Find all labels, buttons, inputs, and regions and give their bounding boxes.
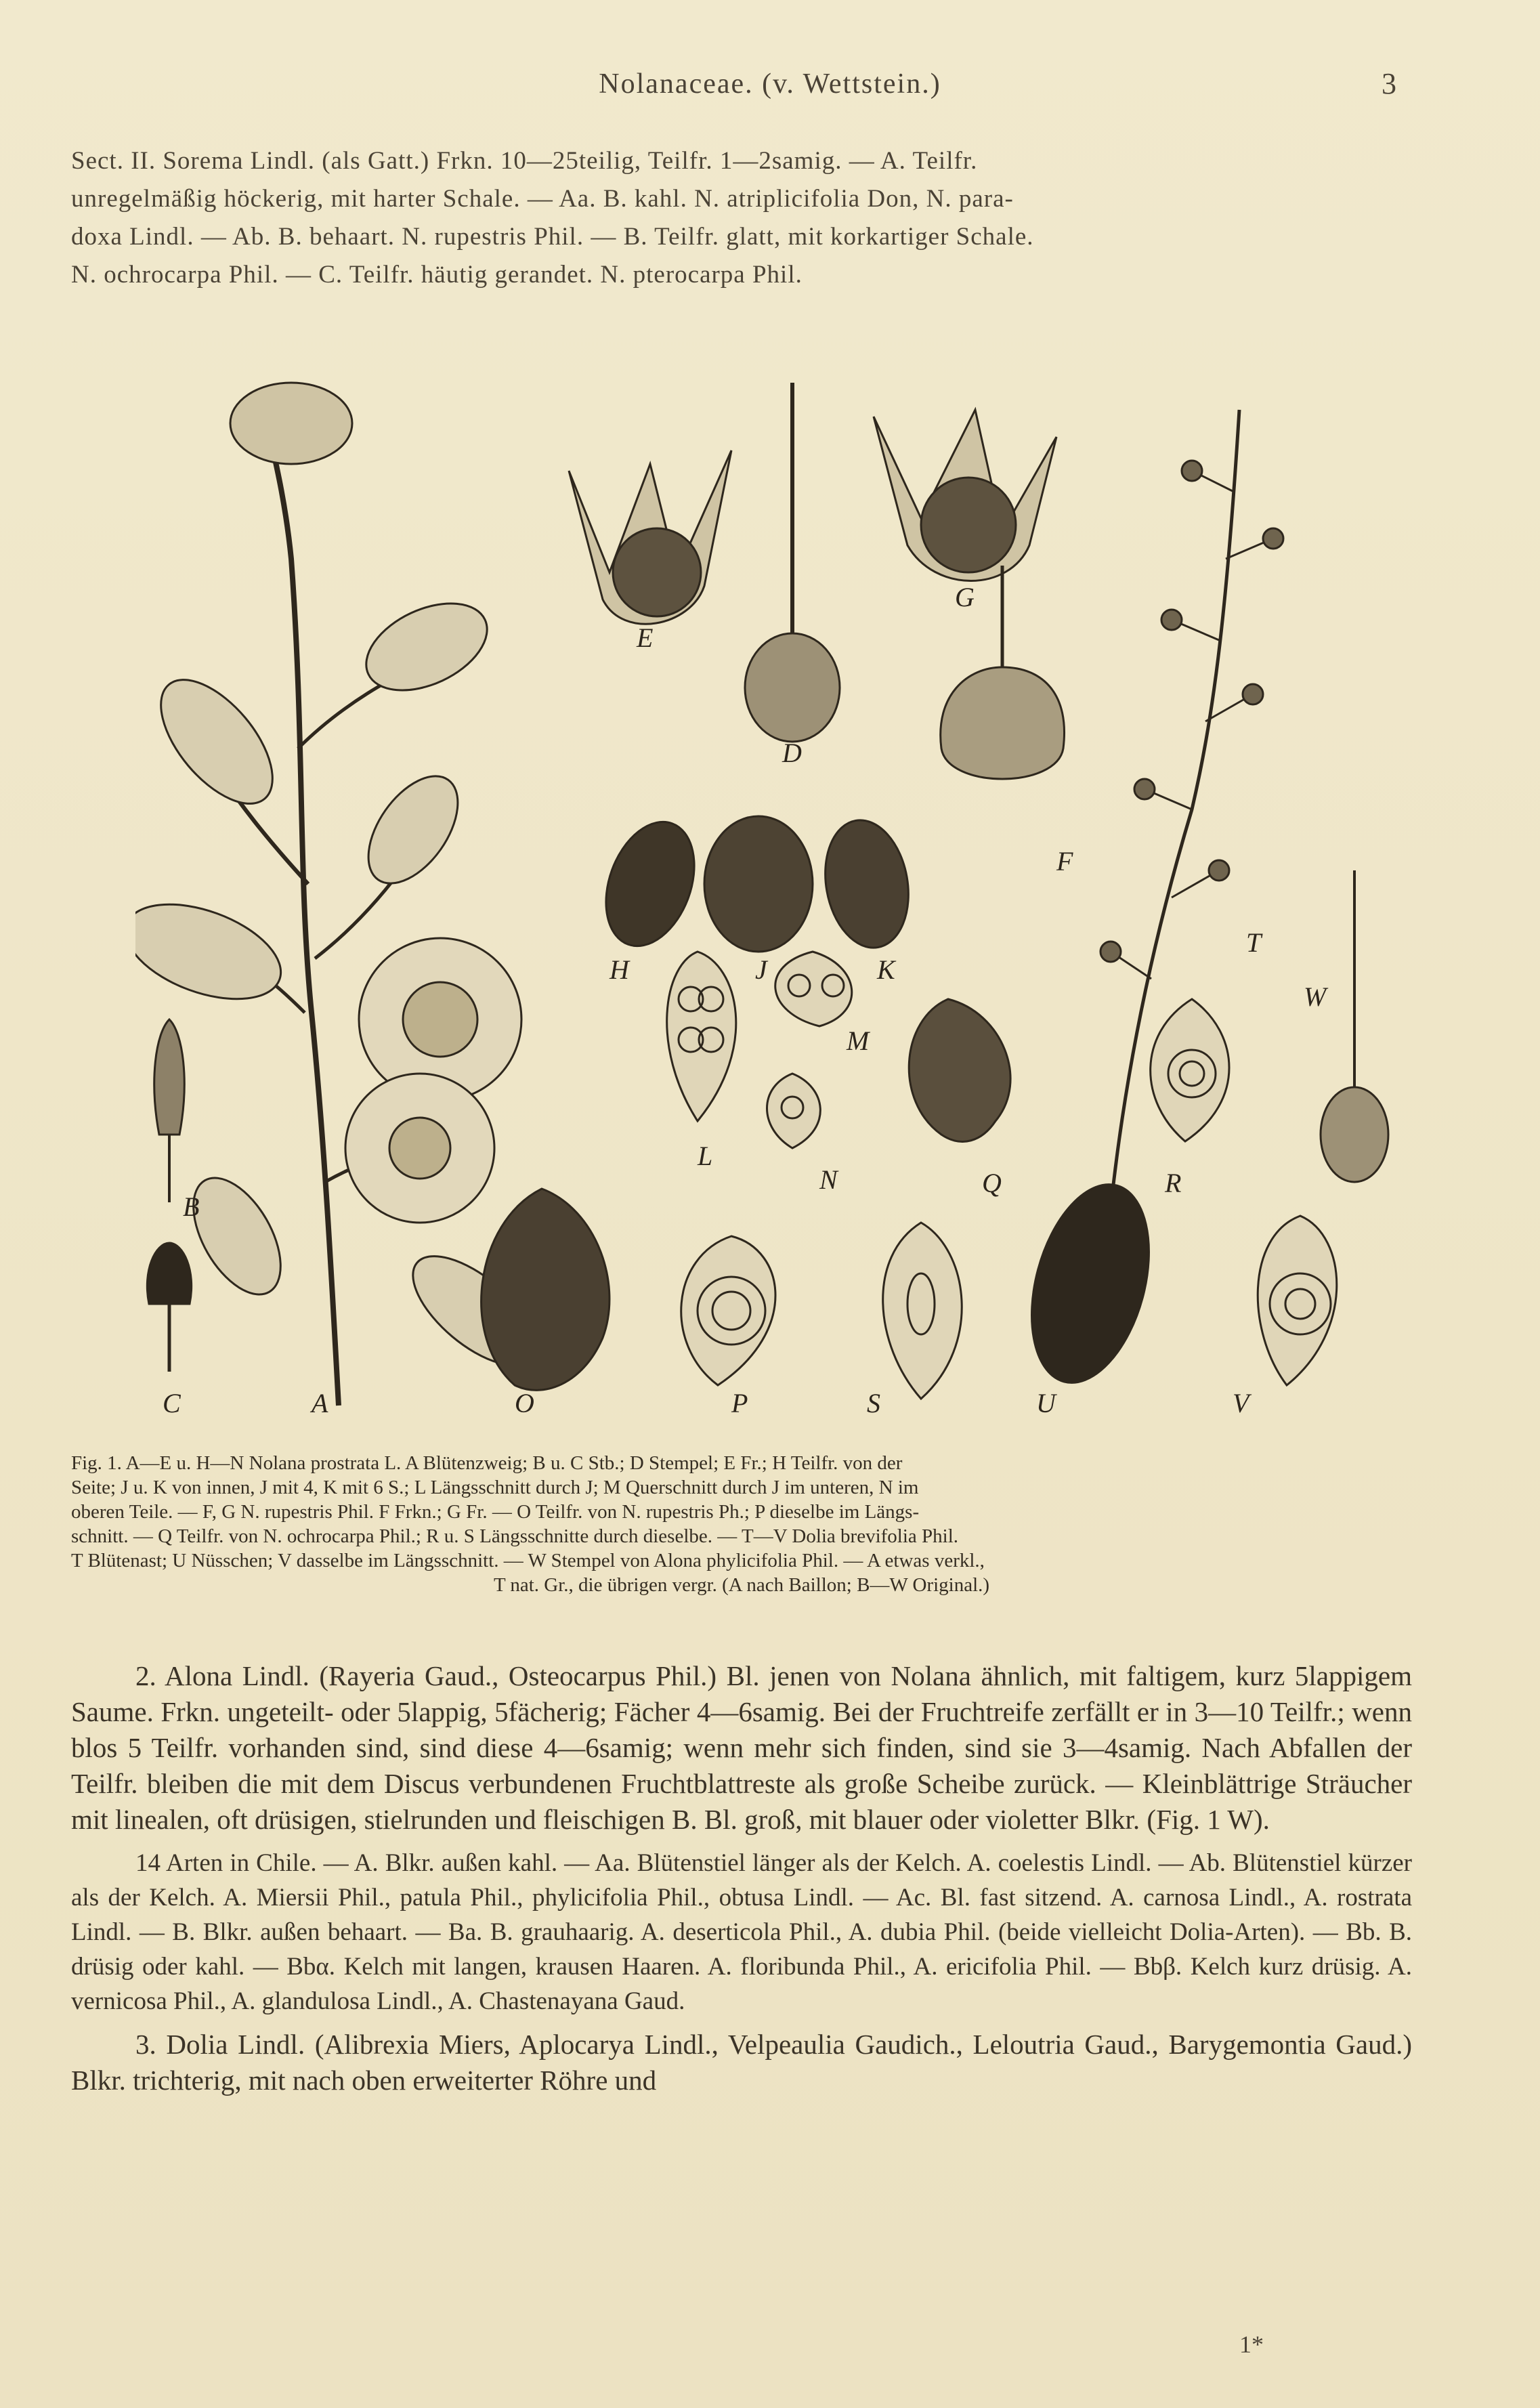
figure-label: R <box>1165 1168 1182 1198</box>
caption-line: T nat. Gr., die übrigen vergr. (A nach Baillon; B—W Original.) <box>493 1574 990 1596</box>
figure-g-fruit <box>874 410 1056 581</box>
figure-m-section <box>775 952 852 1026</box>
figure-l-section <box>667 952 736 1121</box>
figure-j-mericarp <box>704 816 813 952</box>
figure-label: M <box>847 1026 870 1056</box>
figure-label: F <box>1056 846 1073 876</box>
figure-v-section <box>1258 1216 1337 1385</box>
figure-q-mericarp <box>909 999 1010 1141</box>
signature-mark: 1* <box>1239 2331 1264 2358</box>
figure-h-mericarp <box>590 809 710 958</box>
figure-label: L <box>698 1141 713 1171</box>
figure-n-section <box>767 1074 821 1148</box>
figure-label: G <box>955 582 975 612</box>
figure-label: O <box>515 1388 534 1418</box>
body-text <box>71 1658 1412 2107</box>
section-key-line: N. ochrocarpa Phil. — C. Teilfr. häutig gerandet. N. pterocarpa Phil. <box>71 261 803 289</box>
figure-label: B <box>183 1191 200 1222</box>
species-paragraph-alona: 14 Arten in Chile. — A. Blkr. außen kahl. — Aa. Blütenstiel länger als der Kelch. A. coelestis Lindl. — Ab. Blütenstiel kürzer als der Kelch. A. Miersii Phil., patula Phil., phylicifolia Phil., obtusa Lindl. — Ac. Bl. fast sitzend. A. carnosa Lindl., A. rostrata Lindl. — B. Blkr. außen behaart. — Ba. B. grauhaarig. A. deserticola Phil., A. dubia Phil. (beide vielleicht Dolia-Arten). — Bb. B. drüsig oder kahl. — Bbα. Kelch mit langen, krausen Haaren. A. floribunda Phil., A. ericifolia Phil. — Bbβ. Kelch kurz drüsig. A. vernicosa Phil., A. glandulosa Lindl., A. Chastenayana Gaud. <box>71 1849 1412 2015</box>
page-number: 3 <box>1382 67 1396 100</box>
figure-d-pistil <box>745 383 840 742</box>
figure-label: W <box>1304 981 1327 1012</box>
figure-label: A <box>312 1388 328 1418</box>
figure-label: K <box>877 954 895 985</box>
figure-u-nutlet <box>1012 1171 1169 1395</box>
running-head: Nolanaceae. (v. Wettstein.) <box>599 68 941 100</box>
botanical-figure <box>135 369 1422 1446</box>
figure-r-section <box>1151 999 1229 1141</box>
section-key <box>71 142 1426 294</box>
section-key-line: Sect. II. Sorema Lindl. (als Gatt.) Frkn. 10—25teilig, Teilfr. 1—2samig. — A. Teilfr. <box>71 147 978 175</box>
figure-label: H <box>609 954 629 985</box>
figure-s-section <box>883 1223 962 1399</box>
figure-label: T <box>1246 927 1262 958</box>
figure-label: N <box>819 1164 838 1195</box>
figure-label: D <box>782 738 802 768</box>
genus-paragraph-alona: 2. Alona Lindl. (Rayeria Gaud., Osteocarpus Phil.) Bl. jenen von Nolana ähnlich, mit faltigem, kurz 5lappigem Saume. Frkn. ungeteilt- oder 5lappig, 5fächerig; Fächer 4—6samig. Bei der Fruchtreife zerfällt er in 3—10 Teilfr.; wenn blos 5 Teilfr. vorhanden sind, sind diese 4—6samig; wenn mehr sich finden, sind sie 3—4samig. Nach Abfallen der Teilfr. bleiben die mit dem Discus verbundenen Fruchtblattreste als große Scheibe zurück. — Kleinblättrige Sträucher mit linealen, oft drüsigen, stielrunden und fleischigen B. Bl. groß, mit blauer oder violetter Blkr. (Fig. 1 W). <box>71 1660 1412 1835</box>
section-key-line: unregelmäßig höckerig, mit harter Schale. — Aa. B. kahl. N. atriplicifolia Don, N. para- <box>71 185 1014 213</box>
caption-line: Fig. 1. A—E u. H—N Nolana prostrata L. A Blütenzweig; B u. C Stb.; D Stempel; E Fr.; H Teilfr. von der <box>71 1452 903 1474</box>
figure-p-section <box>681 1236 775 1385</box>
figure-o-mericarp <box>482 1189 609 1390</box>
figure-caption <box>71 1451 1412 1597</box>
caption-line: oberen Teile. — F, G N. rupestris Phil. F Frkn.; G Fr. — O Teilfr. von N. rupestris Ph.; P dieselbe im Längs- <box>71 1501 920 1523</box>
figure-label: U <box>1036 1388 1056 1418</box>
section-key-line: doxa Lindl. — Ab. B. behaart. N. rupestris Phil. — B. Teilfr. glatt, mit korkartiger Schale. <box>71 223 1034 251</box>
figure-w-pistil <box>1321 870 1388 1182</box>
figure-k-mericarp <box>815 814 918 954</box>
figure-label: Q <box>982 1168 1002 1198</box>
caption-line: T Blütenast; U Nüsschen; V dasselbe im Längsschnitt. — W Stempel von Alona phylicifolia Phil. — A etwas verkl., <box>71 1550 985 1571</box>
caption-line: Seite; J u. K von innen, J mit 4, K mit 6 S.; L Längsschnitt durch J; M Querschnitt durch J im unteren, N im <box>71 1477 919 1498</box>
figure-e-fruit <box>569 450 731 624</box>
figure-label: S <box>867 1388 880 1418</box>
figure-label: P <box>731 1388 748 1418</box>
figure-label: J <box>755 954 767 985</box>
figure-label: V <box>1233 1388 1249 1418</box>
figure-label: C <box>163 1388 181 1418</box>
caption-line: schnitt. — Q Teilfr. von N. ochrocarpa Phil.; R u. S Längsschnitte durch dieselbe. — T—V Dolia brevifolia Phil. <box>71 1525 959 1547</box>
figure-b-stamen <box>154 1019 184 1202</box>
figure-label: E <box>637 622 654 653</box>
genus-paragraph-dolia: 3. Dolia Lindl. (Alibrexia Miers, Aplocarya Lindl., Velpeaulia Gaudich., Leloutria Gaud., Barygemontia Gaud.) Blkr. trichterig, mit nach oben erweiterter Röhre und <box>71 2029 1412 2096</box>
figure-c-stamen <box>147 1243 191 1372</box>
